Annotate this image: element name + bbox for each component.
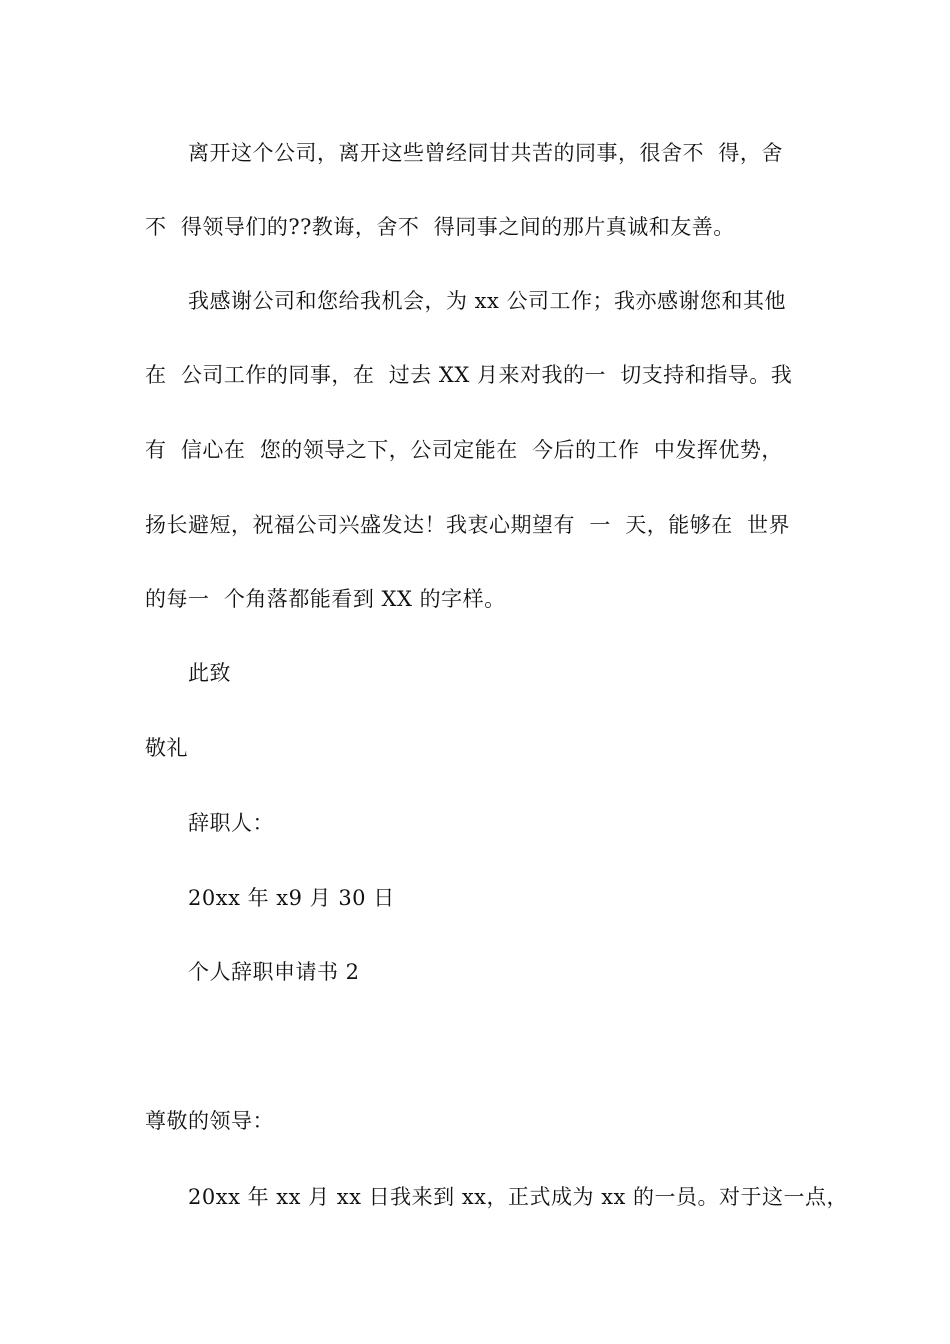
paragraph-line-7: 的每一 个角落都能看到 XX 的字样。 bbox=[145, 587, 506, 611]
section-title: 个人辞职申请书 2 bbox=[188, 960, 360, 984]
paragraph-line-2: 不 得领导们的??教诲，舍不 得同事之间的那片真诚和友善。 bbox=[145, 215, 735, 239]
paragraph-line-6: 扬长避短，祝福公司兴盛发达！我衷心期望有 一 天，能够在 世界 bbox=[145, 513, 791, 537]
date-line: 20xx 年 x9 月 30 日 bbox=[188, 886, 395, 910]
paragraph-line-8: 20xx 年 xx 月 xx 日我来到 xx，正式成为 xx 的一员。对于这一点， bbox=[188, 1185, 849, 1209]
paragraph-line-5: 有 信心在 您的领导之下，公司定能在 今后的工作 中发挥优势， bbox=[145, 438, 783, 462]
closing-regards: 敬礼 bbox=[145, 736, 188, 760]
paragraph-line-4: 在 公司工作的同事，在 过去 XX 月来对我的一 切支持和指导。我 bbox=[145, 363, 793, 387]
signature-label: 辞职人： bbox=[188, 811, 274, 835]
closing-salutation: 此致 bbox=[188, 661, 231, 685]
greeting: 尊敬的领导： bbox=[145, 1109, 274, 1133]
paragraph-line-1: 离开这个公司，离开这些曾经同甘共苦的同事，很舍不 得，舍 bbox=[188, 141, 783, 165]
paragraph-line-3: 我感谢公司和您给我机会，为 xx 公司工作；我亦感谢您和其他 bbox=[188, 289, 787, 313]
